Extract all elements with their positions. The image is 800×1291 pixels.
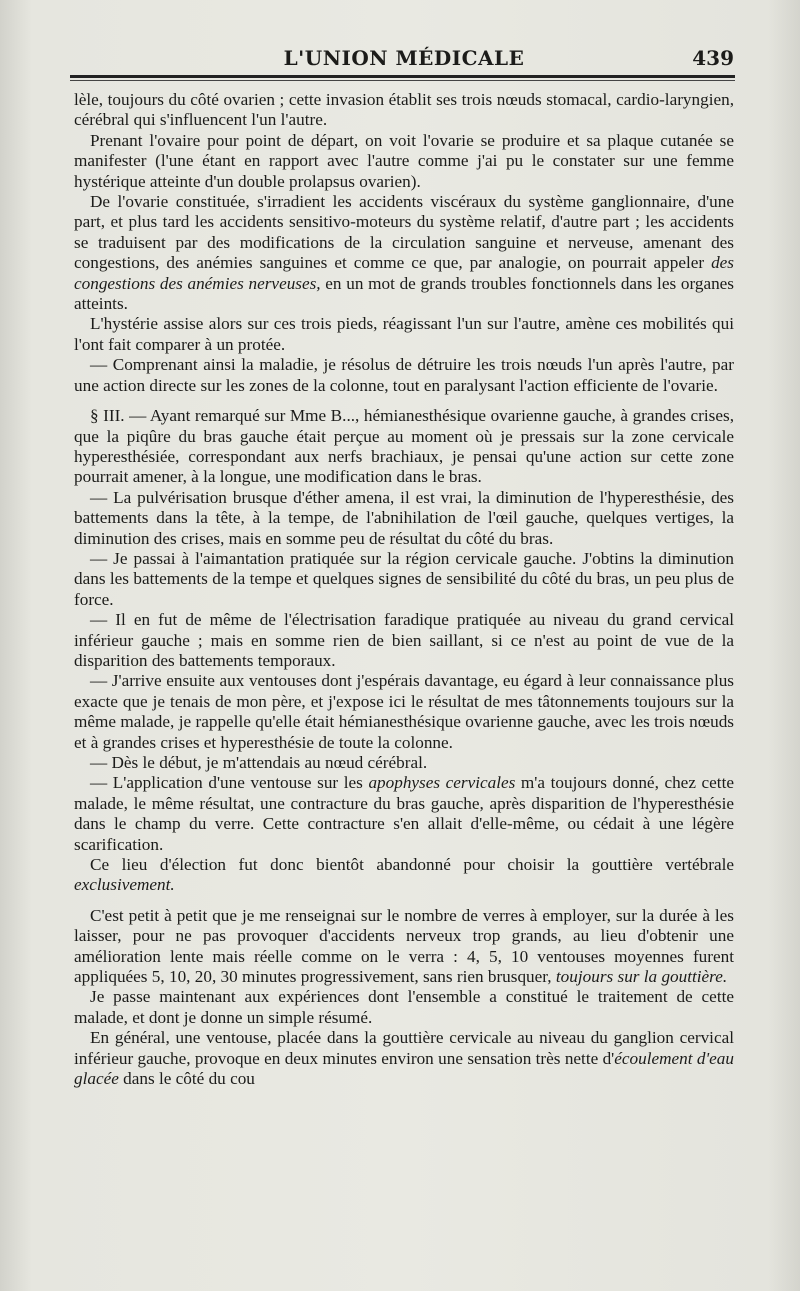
text-run: — J'arrive ensuite aux ventouses dont j'espérais davantage, eu égard à leur connaissance plus exacte que je tenais de mon père, et j'expose ici le résultat de mes tâtonnements toujours sur la même malade, je rappelle qu'elle était hémianesthésique ovarienne gauche, avec les trois nœuds et à grandes crises et hyperesthésie de toute la colonne. [74,671,734,752]
italic-text: apophyses cervicales [368,773,516,793]
paragraph [74,753,734,773]
text-run: — Dès le début, je m'attendais au nœud cérébral. [90,753,428,772]
italic-text: exclusivement. [74,875,175,895]
text-run: § III. — Ayant remarqué sur Mme B..., hémianesthésique ovarienne gauche, à grandes crises, que la piqûre du bras gauche était perçue au moment où je pressais sur la zone cervicale hyperesthésiée, correspondant aux nerfs brachiaux, je pensai qu'une action sur cette zone pourrait amener, à la longue, une modification dans le bras. [74,406,734,487]
text-run: — La pulvérisation brusque d'éther amena, il est vrai, la diminution de l'hyperesthésie, des battements dans la tête, à la tempe, de l'abnihilation de l'œil gauche, quelques vertiges, la diminution des crises, mais en somme peu de résultat du côté du bras. [74,487,734,548]
text-run: En général, une ventouse, placée dans la gouttière cervicale au niveau du ganglion cervical inférieur gauche, provoque en deux minutes environ une sensation très nette d' [74,1028,734,1068]
text-run: en un mot de grands troubles fonctionnels dans les organes atteints. [74,273,734,314]
page-header [72,40,736,70]
text-run: lèle, toujours du côté ovarien ; cette invasion établit ses trois nœuds stomacal, cardio-laryngien, cérébral qui s'influencent l'un l'autre. [74,90,734,130]
paragraph [74,90,734,131]
paragraph [74,855,734,896]
paragraph [74,488,734,549]
header-rule-thin [70,80,735,81]
page-number: 439 [692,46,734,70]
paragraph [74,131,734,192]
text-run: — L'application d'une ventouse sur les [90,773,369,793]
paragraph [74,773,734,855]
body-text [74,90,734,1090]
text-run: — Je passai à l'aimantation pratiquée sur la région cervicale gauche. J'obtins la diminution dans les battements de la tempe et quelques signes de sensibilité du côté du bras, un peu plus de force. [74,548,734,609]
header-rule [70,75,735,78]
text-run: C'est petit à petit que je me renseignai sur le nombre de verres à employer, sur la durée à les laisser, pour ne pas provoquer d'accidents nerveux trop grands, au lieu d'obtenir une amélioration lente mais réelle comme on le verra : 4, 5, 10 ventouses moyennes furent appliquées 5, 10, 20, 30 minutes progressivement, sans rien brusquer, [74,905,734,987]
text-run: L'hystérie assise alors sur ces trois pieds, réagissant l'un sur l'autre, amène ces mobilités qui l'ont fait comparer à un protée. [74,314,734,354]
paragraph [74,906,734,988]
paragraph [74,549,734,610]
italic-text: écoulement d'eau glacée [74,1048,734,1089]
text-run: Je passe maintenant aux expériences dont l'ensemble a constitué le traitement de cette malade, et dont je donne un simple résumé. [74,987,734,1027]
italic-text: toujours sur la gouttière. [555,967,728,987]
text-run: Prenant l'ovaire pour point de départ, on voit l'ovarie se produire et sa plaque cutanée se manifester (l'une étant en rapport avec l'autre comme j'ai pu le constater sur une femme hystérique atteinte d'un double prolapsus ovarien). [74,130,734,191]
text-run: m'a toujours donné, chez cette malade, le même résultat, une contracture du bras gauche, après disparition de l'hyperesthésie dans le champ du verre. Cette contracture s'en allait d'elle-même, ou cédait à une légère scarification. [74,773,734,854]
paragraph [74,355,734,396]
paragraph [74,671,734,753]
paragraph [74,314,734,355]
text-run: — Comprenant ainsi la maladie, je résolus de détruire les trois nœuds l'un après l'autre, par une action directe sur les zones de la colonne, tout en paralysant l'action efficiente de l'ovarie. [74,355,734,395]
text-run: Ce lieu d'élection fut donc bientôt abandonné pour choisir la gouttière vertébrale [90,855,734,875]
paragraph [74,987,734,1028]
paragraph [74,610,734,671]
italic-text: des congestions des anémies nerveuses, [74,253,734,293]
paragraph [74,192,734,314]
paragraph [74,406,734,488]
paragraph [74,1028,734,1089]
text-run: De l'ovarie constituée, s'irradient les accidents viscéraux du système ganglionnaire, d'une part, et plus tard les accidents sensitivo-moteurs du système relatif, d'autre part ; les accidents se traduisent par des modifications de la circulation sanguine et nerveuse, amenant des congestions, des anémies sanguines et comme ce que, par analogie, on pourrait appeler [74,192,734,273]
text-run: — Il en fut de même de l'électrisation faradique pratiquée au niveau du grand cervical inférieur gauche ; mais en somme rien de bien saillant, si ce n'est au point de vue de la disparition des battements temporaux. [74,610,734,670]
running-title: L'UNION MÉDICALE [283,46,525,70]
text-run: dans le côté du cou [118,1069,255,1089]
